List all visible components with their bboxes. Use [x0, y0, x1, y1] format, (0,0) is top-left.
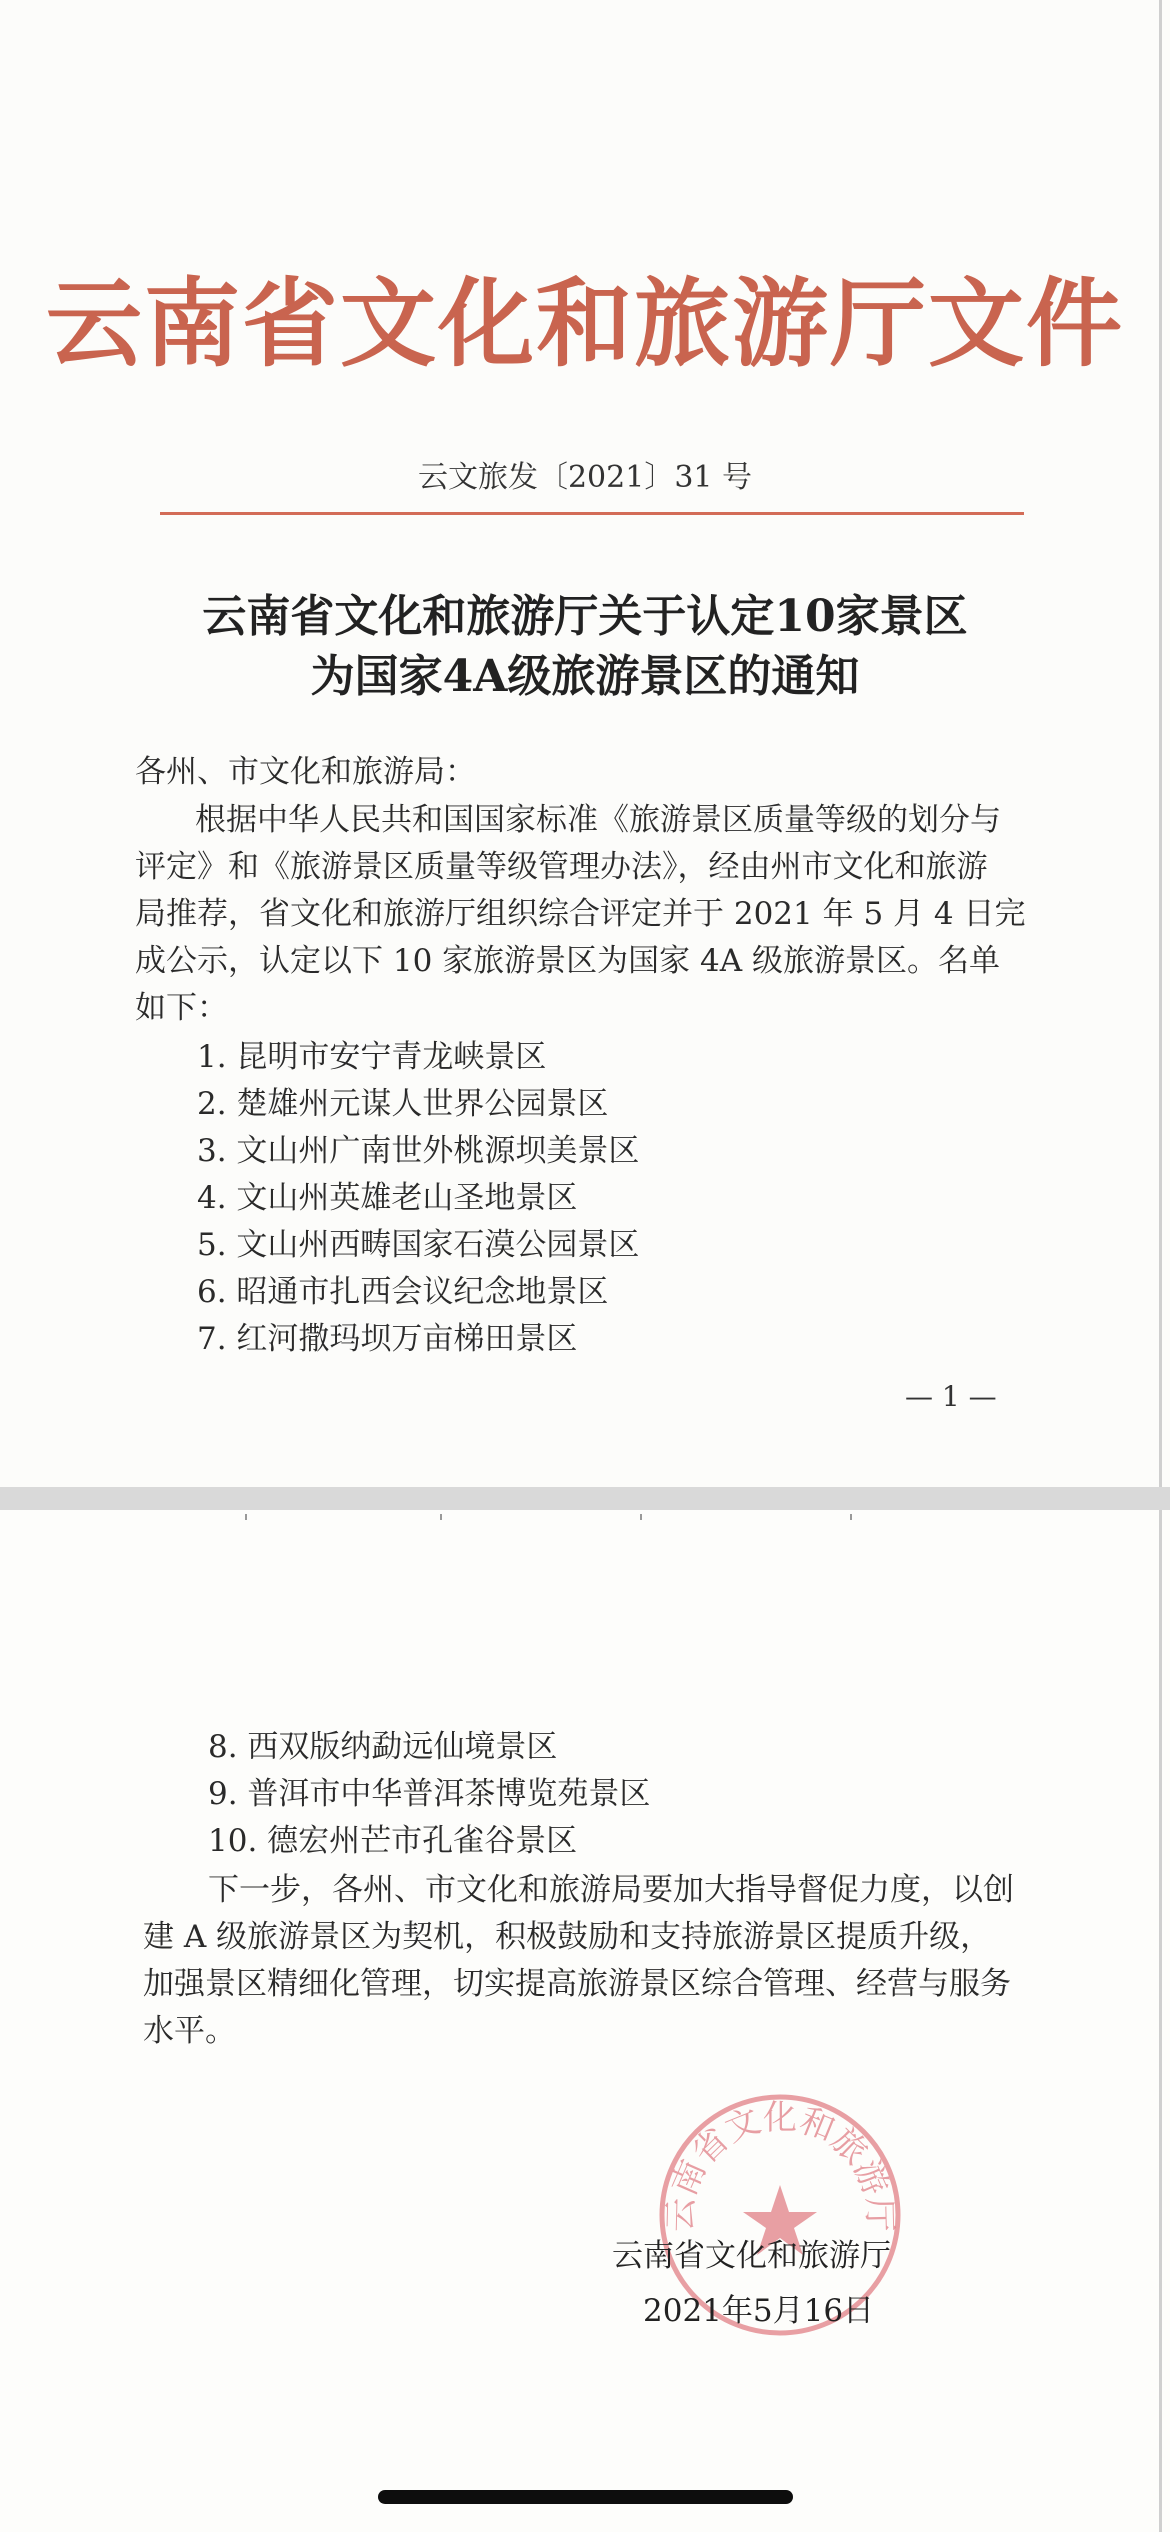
- list-item: 3. 文山州广南世外桃源坝美景区: [197, 1133, 640, 1169]
- body-line: 建 A 级旅游景区为契机，积极鼓励和支持旅游景区提质升级，: [143, 1919, 992, 1955]
- body-line: 局推荐，省文化和旅游厅组织综合评定并于 2021 年 5 月 4 日完: [135, 896, 1026, 932]
- body-line: 评定》和《旅游景区质量等级管理办法》，经由州市文化和旅游: [135, 849, 988, 885]
- body-line: 根据中华人民共和国国家标准《旅游景区质量等级的划分与: [195, 802, 1001, 838]
- salutation: 各州、市文化和旅游局：: [135, 754, 476, 790]
- list-item: 6. 昭通市扎西会议纪念地景区: [197, 1274, 609, 1310]
- document-title-line-1: 云南省文化和旅游厅关于认定10家景区: [202, 591, 968, 642]
- page-edge: [1159, 0, 1162, 1487]
- list-item: 1. 昆明市安宁青龙峡景区: [197, 1039, 547, 1075]
- page-number: — 1 —: [905, 1380, 997, 1413]
- document-title-line-2: 为国家4A级旅游景区的通知: [310, 651, 860, 702]
- red-divider: [160, 512, 1024, 515]
- seal-text: 云南省文化和旅游厅: [660, 2098, 900, 2233]
- body-line: 成公示，认定以下 10 家旅游景区为国家 4A 级旅游景区。名单: [135, 943, 1000, 979]
- list-item: 5. 文山州西畴国家石漠公园景区: [197, 1227, 640, 1263]
- page-tick: [850, 1514, 852, 1520]
- list-item: 9. 普洱市中华普洱茶博览苑景区: [208, 1776, 651, 1812]
- body-line: 下一步，各州、市文化和旅游局要加大指导督促力度，以创: [208, 1872, 1014, 1908]
- list-item: 4. 文山州英雄老山圣地景区: [197, 1180, 578, 1216]
- agency-header: 云南省文化和旅游厅文件: [46, 267, 1124, 380]
- page-edge: [1159, 1510, 1162, 2532]
- list-item: 2. 楚雄州元谋人世界公园景区: [197, 1086, 609, 1122]
- page-tick: [245, 1514, 247, 1520]
- page-tick: [640, 1514, 642, 1520]
- list-item: 8. 西双版纳勐远仙境景区: [208, 1729, 558, 1765]
- page-tick: [440, 1514, 442, 1520]
- list-item: 10. 德宏州芒市孔雀谷景区: [208, 1823, 578, 1859]
- body-line: 加强景区精细化管理，切实提高旅游景区综合管理、经营与服务: [143, 1966, 1011, 2002]
- list-item: 7. 红河撒玛坝万亩梯田景区: [197, 1321, 578, 1357]
- issue-date: 2021年5月16日: [643, 2293, 875, 2329]
- issuer-name: 云南省文化和旅游厅: [612, 2238, 891, 2274]
- body-line: 如下：: [135, 990, 228, 1026]
- document-number: 云文旅发〔2021〕31 号: [417, 460, 753, 495]
- home-indicator[interactable]: [378, 2490, 793, 2504]
- body-line: 水平。: [143, 2013, 236, 2049]
